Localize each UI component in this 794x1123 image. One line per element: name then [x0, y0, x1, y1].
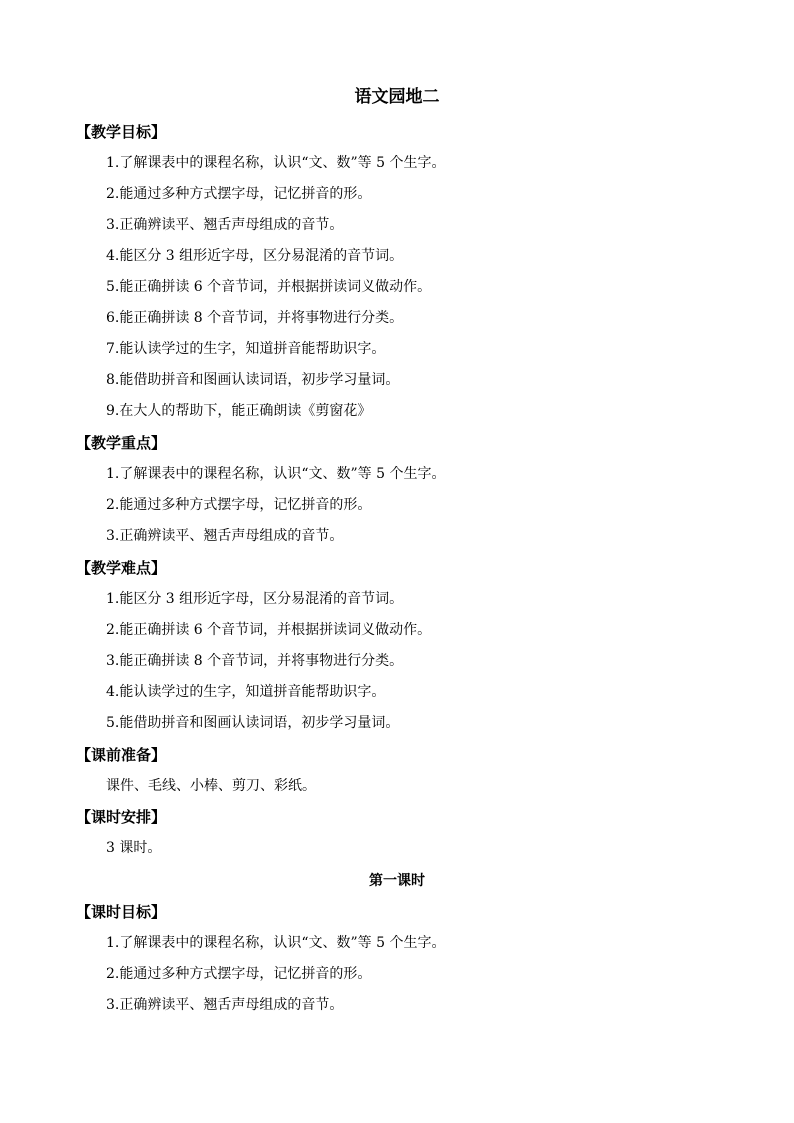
section-heading: 【课时目标】: [76, 903, 167, 921]
list-item: 3.正确辨读平、翘舌声母组成的音节。: [106, 528, 344, 544]
preparation-section: [76, 740, 716, 802]
list-item: 5.能正确拼读 6 个音节词，并根据拼读词义做动作。: [106, 279, 432, 295]
difficulties-section: [76, 553, 716, 739]
list-item: 7.能认读学过的生字，知道拼音能帮助识字。: [106, 341, 386, 357]
page-title: 语文园地二: [354, 87, 440, 107]
section-heading: 【课时安排】: [76, 808, 167, 826]
list-item: 3.正确辨读平、翘舌声母组成的音节。: [106, 997, 344, 1013]
key-points-section: [76, 428, 716, 552]
list-item: 2.能通过多种方式摆字母，记忆拼音的形。: [106, 186, 372, 202]
list-item: 1.了解课表中的课程名称，认识“文、数”等 5 个生字。: [106, 466, 446, 482]
preparation-text: 课件、毛线、小棒、剪刀、彩纸。: [106, 778, 316, 794]
section-heading: 【教学目标】: [76, 123, 167, 141]
list-item: 1.了解课表中的课程名称，认识“文、数”等 5 个生字。: [106, 935, 446, 951]
list-item: 4.能区分 3 组形近字母，区分易混淆的音节词。: [106, 248, 404, 264]
schedule-section: [76, 802, 716, 864]
lesson-objectives-section: [76, 897, 716, 1021]
section-heading: 【课前准备】: [76, 746, 167, 764]
lesson-subtitle: 第一课时: [369, 873, 425, 889]
section-heading: 【教学重点】: [76, 434, 167, 452]
list-item: 5.能借助拼音和图画认读词语，初步学习量词。: [106, 715, 400, 731]
list-item: 8.能借助拼音和图画认读词语，初步学习量词。: [106, 372, 400, 388]
section-heading: 【教学难点】: [76, 559, 167, 577]
list-item: 3.能正确拼读 8 个音节词，并将事物进行分类。: [106, 653, 404, 669]
list-item: 9.在大人的帮助下，能正确朗读《剪窗花》: [106, 403, 372, 419]
list-item: 2.能正确拼读 6 个音节词，并根据拼读词义做动作。: [106, 622, 432, 638]
list-item: 6.能正确拼读 8 个音节词，并将事物进行分类。: [106, 310, 404, 326]
schedule-text: 3 课时。: [106, 840, 162, 856]
list-item: 4.能认读学过的生字，知道拼音能帮助识字。: [106, 684, 386, 700]
list-item: 2.能通过多种方式摆字母，记忆拼音的形。: [106, 497, 372, 513]
list-item: 3.正确辨读平、翘舌声母组成的音节。: [106, 217, 344, 233]
list-item: 2.能通过多种方式摆字母，记忆拼音的形。: [106, 966, 372, 982]
list-item: 1.能区分 3 组形近字母，区分易混淆的音节词。: [106, 591, 404, 607]
list-item: 1.了解课表中的课程名称，认识“文、数”等 5 个生字。: [106, 155, 446, 171]
teaching-objectives-section: [76, 117, 716, 427]
